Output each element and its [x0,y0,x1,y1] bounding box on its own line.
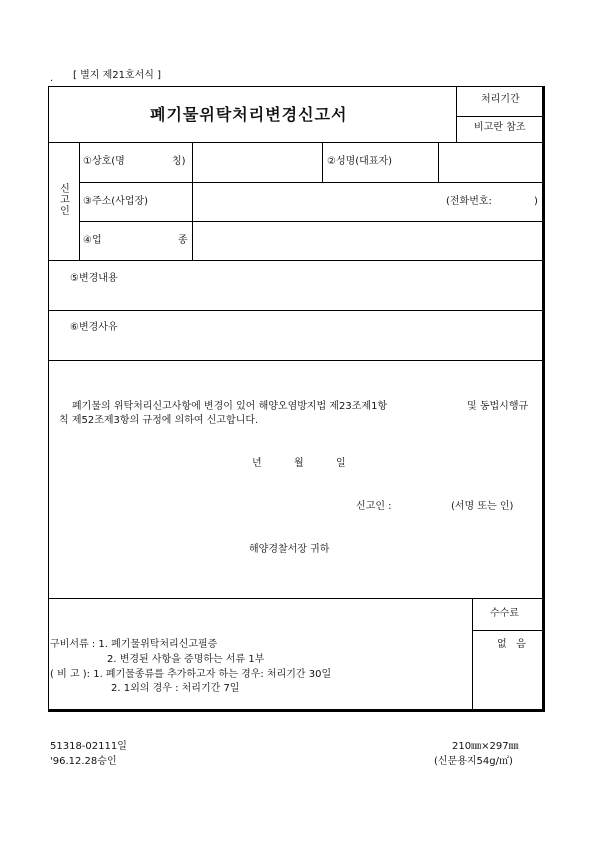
approval-date: '96.12.28승인 [50,756,117,767]
name-label-divider-right [438,142,439,182]
change-content-divider [49,310,543,311]
date-month: 월 [294,458,304,469]
page-dot: . [50,73,54,84]
company-name-label: ①상호(명 [83,156,125,167]
form-code: 51318-02111일 [50,741,127,752]
representative-name-label: ②성명(대표자) [327,156,393,167]
business-type-label: ④업 [83,235,102,246]
signature-note: (서명 또는 인) [451,501,514,512]
fee-value: 없 음 [497,639,526,650]
processing-period-divider [456,116,543,117]
paper-size: 210㎜×297㎜ [452,741,519,752]
form-number: [ 별지 제21호서식 ] [73,70,162,81]
reporter-row1-divider [79,182,543,183]
addressee: 해양경찰서장 귀하 [249,544,330,555]
reporter-value-divider [192,142,193,260]
report-form [48,86,545,712]
form-title: 폐기물위탁처리변경신고서 [150,105,348,124]
required-documents-line-1: 구비서류 : 1. 폐기물위탁처리신고필증 [50,639,218,650]
fee-label: 수수료 [490,608,519,619]
phone-label-tail: ) [534,196,538,207]
remarks-line-2: 2. 1외의 경우 : 처리기간 7일 [111,683,240,694]
change-reason-divider [49,360,543,361]
fee-divider [472,630,543,631]
name-label-divider-left [322,142,323,182]
phone-label: (전화번호: [446,196,492,207]
date-year: 년 [252,458,262,469]
reporter-section-divider [49,260,543,261]
statement-divider [49,598,543,599]
reporter-section-label [56,183,70,220]
address-label: ③주소(사업장) [83,196,149,207]
statement-line-1-tail: 및 동법시행규 [467,401,529,412]
reporter-section-text: 신고인 [57,183,69,216]
business-type-label-tail: 종 [178,235,188,246]
title-side-divider [456,87,457,142]
change-reason-label: ⑥변경사유 [70,322,118,333]
processing-period-label: 처리기간 [481,94,520,105]
reporter-label-divider [79,142,80,260]
signer-label: 신고인 : [356,501,392,512]
statement-line-1: 폐기물의 위탁처리신고사항에 변경이 있어 해양오염방지법 제23조제1항 [72,401,388,412]
title-row-divider [49,142,543,143]
statement-line-2: 칙 제52조제3항의 규정에 의하여 신고합니다. [59,415,259,426]
fee-column-divider [472,598,473,710]
required-documents-line-2: 2. 변경된 사항을 증명하는 서류 1부 [107,654,265,665]
change-content-label: ⑤변경내용 [70,273,118,284]
company-name-label-tail: 칭) [172,156,186,167]
remarks-line-1: ( 비 고 ): 1. 폐기물종류를 추가하고자 하는 경우: 처리기간 30일 [50,669,332,680]
reporter-row2-divider [79,221,543,222]
paper-type: (신문용지54g/㎡) [434,756,513,767]
see-remarks-label: 비고란 참조 [474,122,526,133]
date-day: 일 [336,458,346,469]
